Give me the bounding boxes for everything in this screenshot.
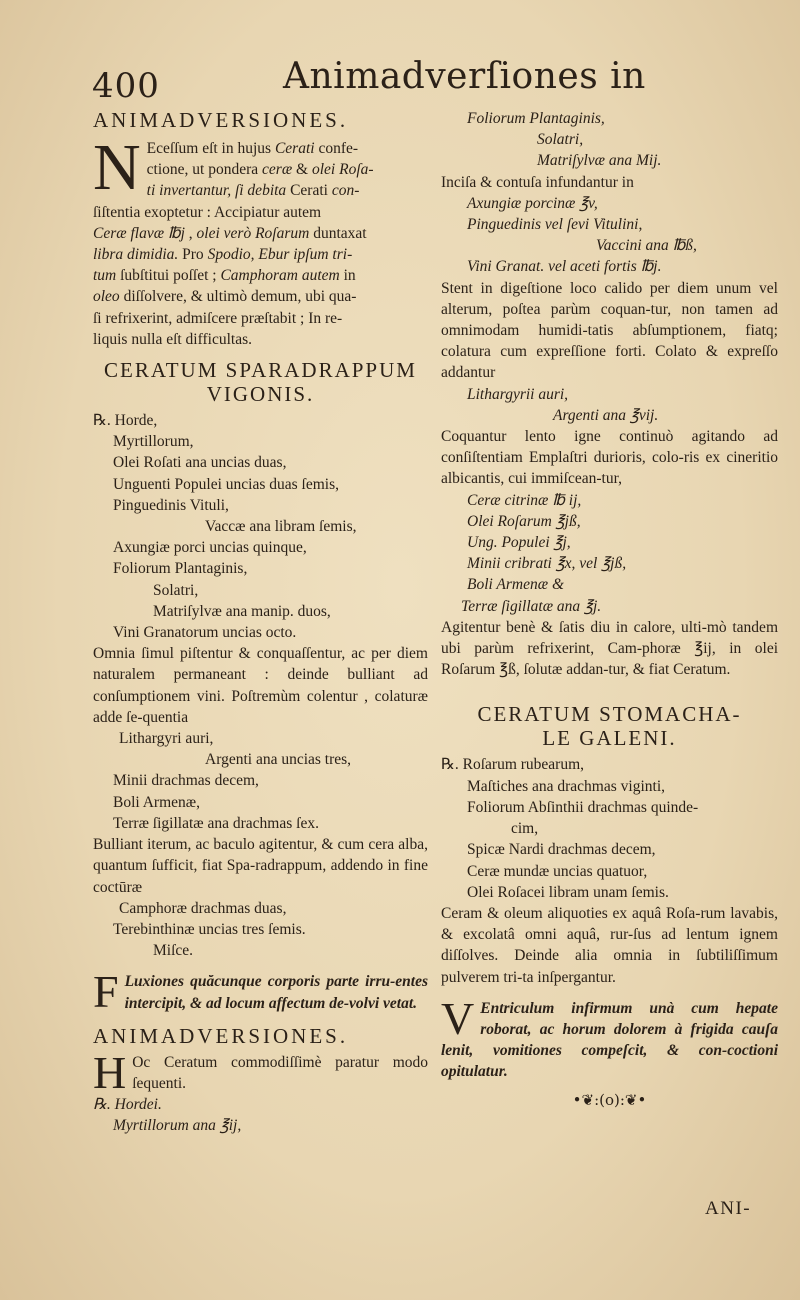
running-title: Animadverſiones in bbox=[283, 56, 646, 97]
recipe-item: cim, bbox=[511, 820, 539, 838]
right-italic-virtue-text: Entriculum infirmum unà cum hepate roborat, ac horum dolorem à frigida cauſa lenit, vomitiones compeſcit, & con-coctioni opitulatur. bbox=[441, 999, 778, 1081]
recipe-item: ℞. Horde, bbox=[93, 412, 158, 430]
recipe-item: Olei Roſacei libram unam ſemis. bbox=[467, 883, 669, 901]
drop-cap-h: H bbox=[93, 1046, 127, 1098]
recipe-list-2 bbox=[93, 728, 428, 834]
recipe-item: Matriſylvæ ana manip. duos, bbox=[153, 602, 331, 620]
recipe-item: Olei Roſarum ℥jß, bbox=[467, 512, 581, 530]
right-paragraph-3: Coquantur lento igne continuò agitando ad conſiſtentiam Emplaſtri durioris, colo-ris ex cineritio albicantis, cui immiſcean-tur, bbox=[441, 428, 778, 488]
left-column bbox=[93, 108, 428, 1137]
paragraph-3: Bulliant iterum, ac baculo agitentur, & cum cera alba, quantum ſufficit, fiat Spa-radrappum, addendo in fine coctūræ bbox=[93, 836, 428, 896]
text-line: libra dimidia. Pro Spodio, Ebur ipſum tri- bbox=[93, 246, 353, 264]
recipe-item: Minii drachmas decem, bbox=[113, 772, 259, 790]
paragraph-4 bbox=[93, 1046, 428, 1098]
recipe-item: Solatri, bbox=[153, 581, 199, 599]
right-paragraph-1: Inciſa & contuſa infundantur in bbox=[441, 173, 634, 191]
text-line: ſi refrixerint, admiſcere præſtabit ; In re- bbox=[93, 309, 343, 327]
recipe-item: Vini Granat. vel aceti fortis ℔j. bbox=[467, 258, 662, 276]
heading-galeni: LE GALENI. bbox=[542, 726, 677, 751]
recipe-item: Myrtillorum ana ℥ij, bbox=[113, 1117, 242, 1135]
recipe-item: Ung. Populei ℥j, bbox=[467, 534, 571, 552]
recipe-item: Pinguedinis vel ſevi Vitulini, bbox=[467, 216, 643, 234]
right-italic-virtue-block bbox=[441, 992, 778, 1083]
ornament-flourish: •❦:(o):❦• bbox=[572, 1090, 647, 1109]
text-line: Eceſſum eſt in hujus Cerati confe- bbox=[146, 140, 359, 157]
right-column bbox=[441, 108, 778, 1109]
recipe-item: Olei Roſati ana uncias duas, bbox=[113, 454, 287, 472]
paragraph-4-text: Oc Ceratum commodiſſimè paratur modo ſequenti. bbox=[132, 1053, 428, 1092]
drop-cap-v: V bbox=[441, 992, 475, 1044]
recipe-item: Spicæ Nardi drachmas decem, bbox=[467, 841, 656, 859]
recipe-item: Terebinthinæ uncias tres ſemis. bbox=[113, 920, 306, 938]
recipe-item: ℞. Roſarum rubearum, bbox=[441, 756, 585, 774]
text-line: tum ſubſtitui poſſet ; Camphoram autem in bbox=[93, 267, 356, 285]
recipe-item: ℞. Hordei. bbox=[93, 1096, 162, 1114]
paragraph-2: Omnia ſimul piſtentur & conquaſſentur, ac per diem naturalem permaneant : deinde bulliant ad conſumptionem vini. Poſtremùm colentur , colaturæ adde ſe-quentia bbox=[93, 645, 428, 726]
recipe-item: Unguenti Populei uncias duas ſemis, bbox=[113, 475, 340, 493]
right-paragraph-2: Stent in digeſtione loco calido per diem unum vel alterum, poſtea parùm coquan-tur, non tamen ad omnimodam humidi-tatis abſumptionem, fiatq; colatura cum expreſſione forti. Colato & expreſſo addantur bbox=[441, 279, 778, 382]
recipe-item: Vaccini ana ℔ß, bbox=[596, 237, 697, 255]
right-paragraph-5: Ceram & oleum aliquoties ex aquâ Roſa-rum lavabis, & excolatâ omni aquâ, rur-ſus ad lentum ignem diſſolves. Deinde alia omnia in ſubtiliſſimum pulverem tri-ta inſpergantur. bbox=[441, 904, 778, 986]
recipe-list-3 bbox=[93, 898, 428, 940]
recipe-item: Vini Granatorum uncias octo. bbox=[113, 624, 297, 642]
recipe-continued bbox=[441, 108, 778, 172]
recipe-item: Vaccæ ana libram ſemis, bbox=[205, 518, 357, 536]
text-line: ctione, ut pondera ceræ & olei Roſa- bbox=[146, 161, 374, 179]
text-line: liquis nulla eſt difficultas. bbox=[93, 330, 252, 348]
recipe-item: Foliorum Abſinthii drachmas quinde- bbox=[467, 798, 699, 816]
right-recipe-list-4 bbox=[441, 754, 778, 902]
italic-virtue-block bbox=[93, 966, 428, 1018]
recipe-item: Myrtillorum, bbox=[113, 433, 194, 451]
recipe-item: Lithargyri auri, bbox=[119, 730, 214, 748]
recipe-item: Foliorum Plantaginis, bbox=[467, 110, 605, 127]
recipe-item: Argenti ana ℥vij. bbox=[553, 406, 659, 424]
drop-cap-f: F bbox=[93, 966, 119, 1018]
recipe-list-4 bbox=[93, 1094, 428, 1136]
italic-virtue-text: Luxiones quăcunque corporis parte irru-entes intercipit, & ad locum affectum de-volvi vetat. bbox=[124, 973, 428, 1012]
text-line: Ceræ flavæ ℔j , olei verò Roſarum duntaxat bbox=[93, 224, 367, 242]
right-recipe-list bbox=[441, 193, 778, 278]
recipe-item: Maſtiches ana drachmas viginti, bbox=[467, 777, 665, 795]
heading-animadversiones: ANIMADVERSIONES. bbox=[93, 108, 349, 132]
misce-label: Miſce. bbox=[153, 942, 194, 960]
text-line: ſiſtentia exoptetur : Accipiatur autem bbox=[93, 203, 322, 221]
recipe-item: Axungiæ porcinæ ℥v, bbox=[467, 194, 598, 212]
recipe-list bbox=[93, 410, 428, 643]
recipe-item: Minii cribrati ℥x, vel ℥jß, bbox=[467, 555, 627, 573]
heading-ceratum-stomachale: CERATUM STOMACHA- bbox=[477, 702, 742, 727]
drop-cap: N bbox=[93, 131, 141, 204]
recipe-item: Terræ ſigillatæ ana ℥j. bbox=[461, 597, 602, 615]
recipe-item: Pinguedinis Vituli, bbox=[113, 496, 229, 514]
recipe-item: Terræ ſigillatæ ana drachmas ſex. bbox=[113, 814, 319, 832]
paragraph-1-lines bbox=[93, 131, 428, 350]
right-recipe-list-3 bbox=[441, 490, 778, 617]
heading-ceratum-sparadrappum: CERATUM SPARADRAPPUM bbox=[104, 358, 417, 383]
recipe-item: Matriſylvæ ana Mij. bbox=[537, 152, 662, 170]
paragraph-1 bbox=[93, 131, 428, 350]
recipe-item: Foliorum Plantaginis, bbox=[113, 560, 248, 578]
right-paragraph-4: Agitentur benè & ſatis diu in calore, ulti-mò tandem ubi parùm refrixerint, Cam-phoræ ℥ij, in olei Roſarum ℥ß, ſolutæ addan-tur, & fiat Ceratum. bbox=[441, 618, 778, 679]
recipe-item: Solatri, bbox=[537, 131, 584, 149]
recipe-item: Axungiæ porci uncias quinque, bbox=[113, 539, 307, 557]
text-line: ti invertantur, ſi debita Cerati con- bbox=[146, 182, 360, 200]
recipe-item: Boli Armenæ, bbox=[113, 793, 200, 811]
recipe-item: Camphoræ drachmas duas, bbox=[119, 899, 287, 917]
right-recipe-list-2 bbox=[441, 384, 778, 426]
recipe-item: Ceræ mundæ uncias quatuor, bbox=[467, 862, 648, 880]
heading-animadversiones-2: ANIMADVERSIONES. bbox=[93, 1023, 349, 1048]
catchword: ANI- bbox=[705, 1198, 752, 1219]
recipe-item: Boli Armenæ & bbox=[467, 576, 565, 594]
heading-vigonis: VIGONIS. bbox=[206, 382, 315, 407]
recipe-item: Argenti ana uncias tres, bbox=[205, 751, 352, 769]
recipe-item: Lithargyrii auri, bbox=[467, 385, 569, 403]
recipe-item: Ceræ citrinæ ℔ ij, bbox=[467, 491, 582, 509]
page-number: 400 bbox=[92, 66, 160, 106]
text-line: oleo diſſolvere, & ultimò demum, ubi qua- bbox=[93, 288, 357, 306]
